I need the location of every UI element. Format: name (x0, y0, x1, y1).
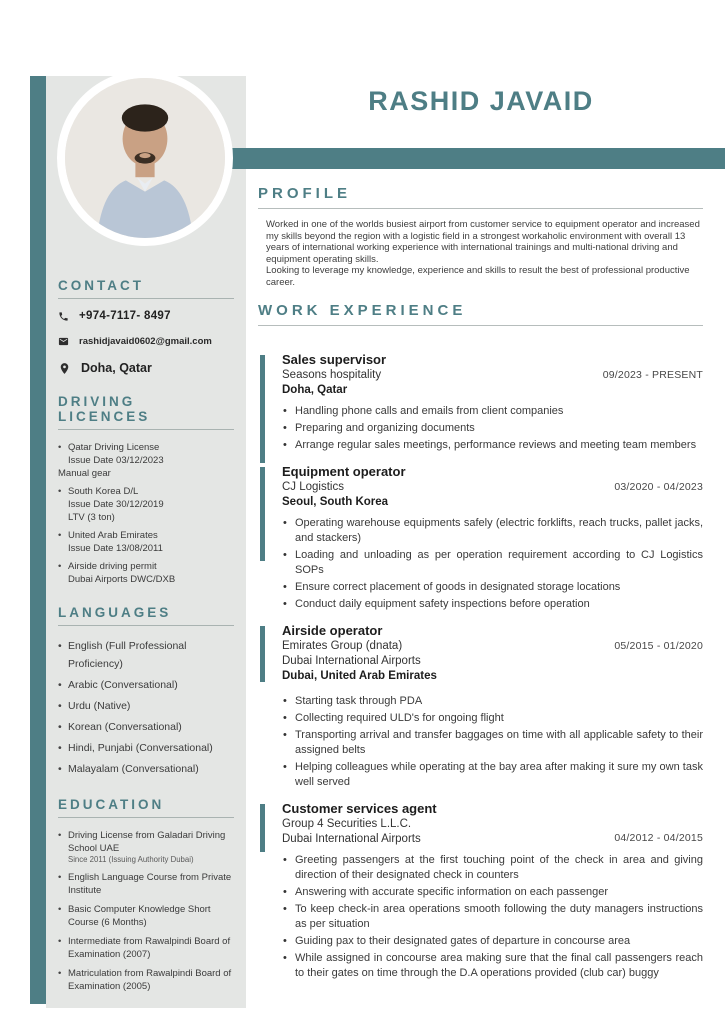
job-bullets (282, 516, 703, 612)
job-bullet: • Helping colleagues while operating at the bay area after making it sure my own task well served (282, 760, 703, 790)
job-entry-airside-operator (258, 623, 703, 790)
job-bullet: • Operating warehouse equipments safely (electric forklifts, reach trucks, pallet jacks, and stackers) (282, 516, 703, 546)
licence-detail: Issue Date 30/12/2019 (68, 499, 164, 510)
education-section (58, 797, 234, 993)
job-accent-bar (260, 804, 265, 852)
job-bullet: • While assigned in concourse area making sure that the final call passengers reach to their gates on time through the D.A operations provided (club car) buggy (282, 951, 703, 981)
education-text: • Matriculation from Rawalpindi Board of Examination (2005) (68, 968, 232, 992)
licence-note: Manual gear (58, 468, 111, 479)
job-entry-equipment-operator (258, 464, 703, 612)
job-bullet: • To keep check-in area operations smooth following the duty managers instructions as per situation (282, 902, 703, 932)
left-accent-bar (30, 76, 46, 1004)
contact-location-row (58, 361, 234, 375)
driving-licence-item (58, 485, 234, 524)
header-accent-bar (205, 148, 725, 169)
education-item (58, 967, 234, 993)
driving-licences-section (58, 394, 234, 586)
job-company-secondary: Dubai International Airports (282, 654, 421, 667)
contact-phone-row (58, 310, 234, 322)
education-item (58, 829, 234, 865)
job-bullet: • Conduct daily equipment safety inspections before operation (282, 597, 703, 612)
contact-heading: CONTACT (58, 278, 234, 299)
job-location: Dubai, United Arab Emirates (282, 669, 437, 682)
licence-title: • Qatar Driving License (68, 442, 160, 453)
job-company: Group 4 Securities L.L.C. (282, 817, 412, 830)
profile-summary (258, 219, 703, 289)
profile-heading: PROFILE (258, 185, 703, 209)
language-item: • Hindi, Punjabi (Conversational) (58, 739, 234, 757)
job-location: Seoul, South Korea (282, 495, 389, 508)
job-dates: 03/2020 - 04/2023 (614, 480, 703, 493)
language-item: • Korean (Conversational) (58, 718, 234, 736)
languages-section (58, 605, 234, 778)
language-item: • Malayalam (Conversational) (58, 760, 234, 778)
profile-section (258, 185, 703, 289)
job-dates: 04/2012 - 04/2015 (614, 831, 703, 844)
job-company: Seasons hospitality (282, 368, 382, 381)
driving-licence-item (58, 529, 234, 555)
phone-icon (58, 311, 69, 322)
job-bullet: • Loading and unloading as per operation requirement according to CJ Logistics SOPs (282, 548, 703, 578)
contact-email-row (58, 336, 234, 347)
job-title: Sales supervisor (282, 351, 387, 367)
sidebar (46, 278, 246, 1012)
job-bullet: • Arrange regular sales meetings, performance reviews and meeting team members (282, 438, 703, 453)
driving-licence-item (58, 560, 234, 586)
location-text: Doha, Qatar (81, 361, 152, 375)
driving-licences-heading: DRIVING LICENCES (58, 394, 234, 430)
education-item (58, 903, 234, 929)
work-experience-section (258, 302, 703, 981)
job-company: CJ Logistics (282, 480, 344, 493)
languages-list (58, 637, 234, 778)
licence-detail: Issue Date 03/12/2023 (68, 455, 164, 466)
job-accent-bar (260, 467, 265, 561)
main-content (258, 185, 703, 992)
licence-detail: Dubai Airports DWC/DXB (68, 574, 176, 585)
education-text: • English Language Course from Private Institute (68, 872, 232, 896)
education-subtext: Since 2011 (Issuing Authority Dubai) (68, 855, 194, 864)
contact-section (58, 278, 234, 375)
job-title: Equipment operator (282, 463, 406, 479)
job-entry-customer-services-agent (258, 801, 703, 981)
education-item (58, 871, 234, 897)
work-experience-heading: WORK EXPERIENCE (258, 302, 703, 326)
education-item (58, 935, 234, 961)
job-bullet: • Transporting arrival and transfer baggages on time with all applicable safety to their assigned belts (282, 728, 703, 758)
job-bullets (282, 404, 703, 453)
job-accent-bar (260, 355, 265, 463)
languages-heading: LANGUAGES (58, 605, 234, 626)
location-pin-icon (58, 362, 71, 375)
licence-detail: Issue Date 13/08/2011 (68, 543, 163, 554)
job-bullets (282, 694, 703, 790)
job-bullet: • Starting task through PDA (282, 694, 703, 709)
job-dates: 05/2015 - 01/2020 (614, 639, 703, 652)
language-item: • Urdu (Native) (58, 697, 234, 715)
education-text: • Intermediate from Rawalpindi Board of Examination (2007) (68, 936, 231, 960)
profile-paragraph: Looking to leverage my knowledge, experience and skills to result the best of professional productive career. (266, 265, 690, 288)
email-address: rashidjavaid0602@gmail.com (79, 336, 212, 347)
job-company: Emirates Group (dnata) (282, 639, 403, 652)
education-list (58, 829, 234, 993)
job-bullet: • Answering with accurate specific information on each passenger (282, 885, 703, 900)
job-title: Airside operator (282, 622, 383, 638)
job-location: Doha, Qatar (282, 383, 348, 396)
education-text: • Basic Computer Knowledge Short Course (6 Months) (68, 904, 211, 928)
education-heading: EDUCATION (58, 797, 234, 818)
job-bullet: • Greeting passengers at the first touching point of the check in area and giving direction of their designated check in counters (282, 853, 703, 883)
licence-title: • United Arab Emirates (68, 530, 158, 541)
language-item: • English (Full Professional Proficiency) (58, 637, 234, 673)
profile-paragraph: Worked in one of the worlds busiest airport from customer service to equipment operator and increased my skills beyond the region with a logistic field in a strongest workaholic environment with overall 13 years of international working experience with international trainings and multi-national driving and equipment operating skills. (266, 219, 700, 265)
job-bullet: • Ensure correct placement of goods in designated storage locations (282, 580, 703, 595)
job-bullet: • Guiding pax to their designated gates of departure in concourse area (282, 934, 703, 949)
job-accent-bar (260, 626, 265, 682)
envelope-icon (58, 336, 69, 347)
profile-photo (57, 70, 233, 246)
job-bullet: • Handling phone calls and emails from client companies (282, 404, 703, 419)
phone-number: +974-7117- 8497 (79, 310, 171, 322)
job-entry-sales-supervisor (258, 352, 703, 453)
profile-photo-placeholder (65, 78, 225, 238)
job-title: Customer services agent (282, 800, 437, 816)
job-bullet: • Preparing and organizing documents (282, 421, 703, 436)
education-text: • Driving License from Galadari Driving School UAE (68, 830, 226, 854)
licence-detail: LTV (3 ton) (68, 512, 115, 523)
language-item: • Arabic (Conversational) (58, 676, 234, 694)
job-dates: 09/2023 - PRESENT (602, 368, 703, 381)
name-title: RASHID JAVAID (368, 86, 594, 116)
job-company-secondary: Dubai International Airports (282, 832, 421, 845)
job-bullets (282, 853, 703, 981)
job-bullet: • Collecting required ULD's for ongoing flight (282, 711, 703, 726)
driving-licence-item (58, 441, 234, 480)
driving-licences-list (58, 441, 234, 586)
licence-title: • South Korea D/L (68, 486, 139, 497)
licence-title: • Airside driving permit (68, 561, 157, 572)
